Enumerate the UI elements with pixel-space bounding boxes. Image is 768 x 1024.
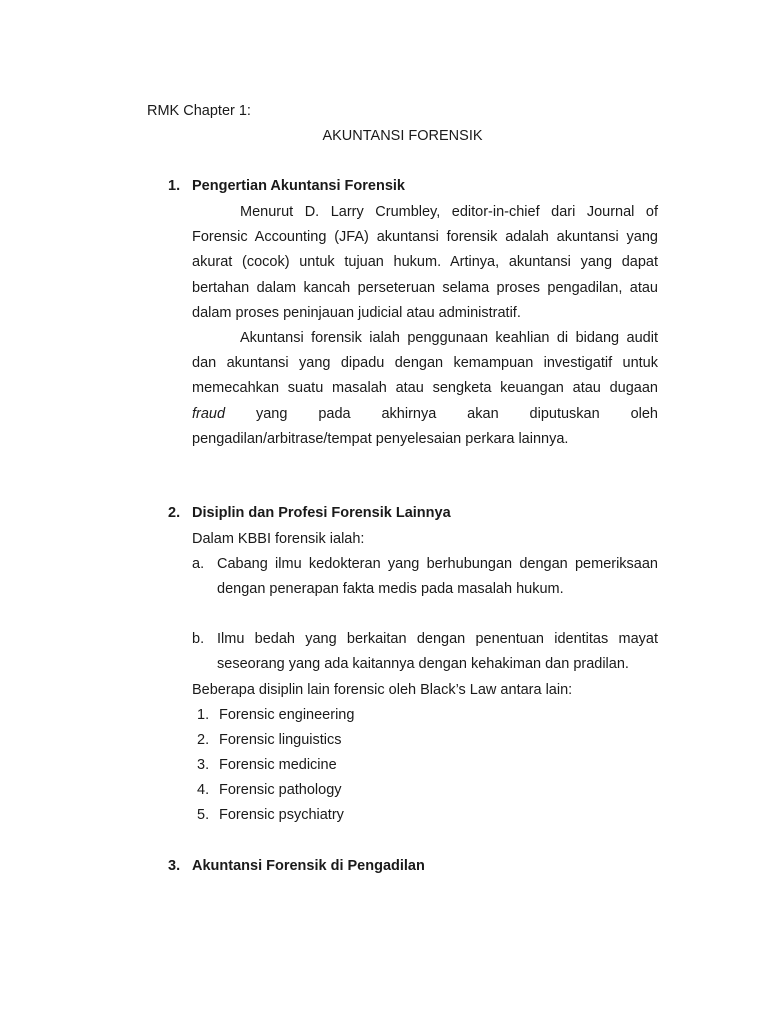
document-title: AKUNTANSI FORENSIK [322, 128, 483, 144]
list-item-label: Forensic linguistics [219, 732, 342, 748]
list-item-label: Forensic pathology [219, 782, 342, 798]
section-1-number: 1. [168, 178, 181, 194]
list-item [197, 807, 344, 823]
section-3-number: 3. [168, 858, 181, 874]
list-item [197, 707, 354, 723]
list-item [197, 782, 342, 798]
list-item [197, 732, 342, 748]
section-3-title: Akuntansi Forensik di Pengadilan [192, 858, 425, 874]
section-2-title: Disiplin dan Profesi Forensik Lainnya [192, 505, 451, 521]
definition-item [192, 552, 658, 602]
definition-text: Cabang ilmu kedokteran yang berhubungan dengan pemeriksaan dengan penerapan fakta medis pada masalah hukum. [217, 556, 658, 598]
list-item-label: Forensic psychiatry [219, 807, 344, 823]
list-item [197, 757, 337, 773]
section-1-paragraph-1: Menurut D. Larry Crumbley, editor-in-chief dari Journal of Forensic Accounting (JFA) akuntansi forensik adalah akuntansi yang akurat (cocok) untuk tujuan hukum. Artinya, akuntansi yang dapat bertahan dalam kancah perseteruan selama proses pengadilan, atau dalam proses peninjauan judicial atau administratif. [192, 204, 658, 321]
section-1-paragraph-2 [192, 326, 658, 452]
list-item-number: 1. [197, 707, 210, 723]
list-item-number: 3. [197, 757, 210, 773]
paragraph-2-text-start: Akuntansi forensik ialah penggunaan keahlian di bidang audit dan akuntansi yang dipadu dengan kemampuan investigatif untuk memecahkan suatu masalah atau sengketa keuangan atau dugaan [192, 330, 658, 397]
list-item-label: Forensic medicine [219, 757, 337, 773]
list-item-number: 4. [197, 782, 210, 798]
definition-marker: b. [192, 631, 205, 647]
definition-text: Ilmu bedah yang berkaitan dengan penentuan identitas mayat seseorang yang ada kaitannya dengan kehakiman dan pradilan. [217, 631, 658, 673]
definition-item [192, 627, 658, 677]
paragraph-2-text-end: yang pada akhirnya akan diputuskan oleh pengadilan/arbitrase/tempat penyelesaian perkara lainnya. [192, 405, 658, 447]
discipline-list-intro: Beberapa disiplin lain forensic oleh Black’s Law antara lain: [192, 682, 573, 698]
fraud-term: fraud [192, 405, 226, 422]
section-1-title: Pengertian Akuntansi Forensik [192, 178, 405, 194]
section-2-number: 2. [168, 505, 181, 521]
section-1-body [192, 200, 658, 452]
list-item-number: 5. [197, 807, 210, 823]
definition-marker: a. [192, 556, 205, 572]
section-2-intro: Dalam KBBI forensik ialah: [192, 531, 365, 547]
list-item-number: 2. [197, 732, 210, 748]
document-label: RMK Chapter 1: [147, 103, 251, 119]
list-item-label: Forensic engineering [219, 707, 355, 723]
